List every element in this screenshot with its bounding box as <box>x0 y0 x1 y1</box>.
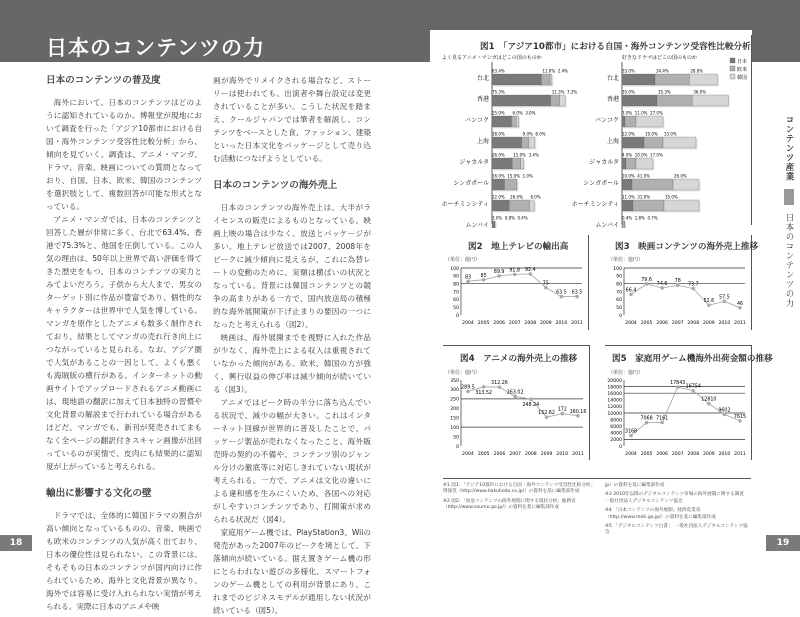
bar-segment <box>492 221 494 228</box>
footnote: ※4 「日本コンテンツの海外展開」経済産業省（http://www.meti.go.jp/）の資料を基に編集部作成 <box>605 508 751 521</box>
bar-segment <box>632 179 673 190</box>
fig2-unit: （単位：億円） <box>445 256 480 263</box>
y-tick-label: 90 <box>616 274 622 280</box>
x-tick-label: 2007 <box>672 451 684 457</box>
bar-segment <box>529 137 535 148</box>
bar-segment <box>689 74 717 85</box>
data-label: 7615 <box>734 414 746 420</box>
data-label: 35.0% <box>665 195 678 200</box>
x-tick-label: 2005 <box>641 320 653 326</box>
y-tick-label: 70 <box>453 289 459 295</box>
data-label: 92.4 <box>525 267 536 273</box>
data-label: 73.7 <box>688 282 699 288</box>
side-tab-separator <box>784 189 794 205</box>
bar-segment <box>633 200 664 211</box>
data-label: 12810 <box>701 397 716 403</box>
data-label: 34.4% <box>656 69 669 74</box>
paragraph: 画が海外でリメイクされる場合など、ストーリーは使われても、出演者や舞台設定は変更されていることが多い。こうした状況を踏まえ、クールジャパンでは筆者を解説し、コンテンツをベースとした食、ファッション、建築といった日本文化をパッケージとして売り込む活動につなげようとしている。 <box>213 74 371 165</box>
data-label: 6.0% <box>513 111 523 116</box>
y-tick-label: 50 <box>616 305 622 311</box>
y-tick-label: 300 <box>450 387 459 393</box>
bar-segment <box>492 200 509 211</box>
data-label: 79.6 <box>641 277 652 283</box>
category-label: 香港 <box>477 95 489 103</box>
data-label: 7.2% <box>567 90 577 95</box>
data-label: 289.5 <box>461 384 475 390</box>
footnote-rule <box>443 478 751 479</box>
fig1-title: 図1 「アジア10都市」における自国・海外コンテンツ受容性比較分析 <box>480 40 751 52</box>
x-tick-label: 2004 <box>625 320 637 326</box>
x-tick-label: 2010 <box>556 451 568 457</box>
x-tick-label: 2011 <box>734 451 746 457</box>
data-point <box>482 385 486 389</box>
x-tick-label: 2010 <box>719 320 731 326</box>
data-label: 35.3% <box>658 90 671 95</box>
data-label: 248.24 <box>522 402 539 408</box>
y-tick-label: 350 <box>450 378 459 384</box>
category-label: 香港 <box>607 95 619 103</box>
data-label: 19.0% <box>645 132 658 137</box>
data-label: 3.4% <box>529 153 539 158</box>
fig5-title: 図5 家庭用ゲーム機海外出荷金額の推移 <box>612 352 773 364</box>
section-heading: 日本のコンテンツの海外売上 <box>213 179 371 193</box>
bar-shadow <box>518 181 519 192</box>
category-label: 上海 <box>607 137 619 145</box>
paragraph: 日本のコンテンツの海外売上は、大半がライセンスの販売によるものとなっている。映画上映の場合は少なく、放送とパッケージが多い。地上テレビ放送では2007、2008年をピークに減少傾向に見えるが、これに為替レートの変動のために、実額は横ばいの状況となっている。背景には韓国コンテンツとの競争の高まりがある一方で、国内放送局の積極的な海外展開策が下げ止まりの要因の一つになったと考えられる（図2）。 <box>213 201 371 331</box>
x-tick-label: 2006 <box>656 451 668 457</box>
y-tick-label: 18000 <box>607 384 622 390</box>
y-tick-label: 150 <box>450 416 459 422</box>
footnotes-right <box>605 483 751 540</box>
category-label: ジャカルタ <box>589 158 619 166</box>
bar-segment <box>625 116 636 127</box>
x-tick-label: 2007 <box>672 320 684 326</box>
category-label: シンガポール <box>453 180 489 187</box>
category-label: ホーチミンシティ <box>442 201 489 208</box>
data-label: 16754 <box>686 384 701 390</box>
bar-segment <box>624 221 625 228</box>
bar-segment <box>529 200 534 211</box>
y-tick-label: 50 <box>453 305 459 311</box>
bar-segment <box>622 116 625 127</box>
data-label: 38.0% <box>492 132 505 137</box>
data-label: 57.5 <box>719 294 730 300</box>
data-label: 3.0% <box>622 111 632 116</box>
bar-segment <box>522 137 529 148</box>
data-label: 66.4 <box>626 287 637 293</box>
data-label: 0.7% <box>647 216 657 221</box>
bar-segment <box>622 221 624 228</box>
x-tick-label: 2008 <box>525 451 537 457</box>
data-label: 9.0% <box>523 132 533 137</box>
bar-segment <box>622 137 644 148</box>
data-label: 15.0% <box>507 174 520 179</box>
panel-subtitle: よく見るアニメ・マンガはどこの国のものか <box>442 54 542 61</box>
bar-segment <box>492 74 541 85</box>
x-tick-label: 2009 <box>703 320 715 326</box>
category-label: バンコク <box>595 117 619 124</box>
data-label: 0.4% <box>517 216 527 221</box>
side-tab <box>783 115 795 308</box>
legend-label: 日本 <box>737 58 747 65</box>
y-tick-label: 16000 <box>607 391 622 397</box>
data-label: 22.0% <box>492 195 505 200</box>
data-label: 25.0% <box>492 111 505 116</box>
data-label: 78 <box>675 278 681 284</box>
x-tick-label: 2011 <box>572 451 584 457</box>
data-label: 10.0% <box>635 153 648 158</box>
fig3-title: 図3 映画コンテンツの海外売上推移 <box>615 240 758 252</box>
x-tick-label: 2004 <box>462 320 474 326</box>
footnote: ※5 「デジタルコンテンツ白書」 一般社団法人デジタルコンテンツ協会 <box>605 524 751 537</box>
bar-segment <box>492 179 504 190</box>
fig4-title: 図4 アニメの海外売上の推移 <box>460 352 577 364</box>
fig4-chart <box>443 374 589 458</box>
data-label: 36.0% <box>693 90 706 95</box>
category-label: バンコク <box>465 117 489 124</box>
bar-segment <box>655 74 689 85</box>
y-tick-label: 20000 <box>607 378 622 384</box>
x-tick-label: 2006 <box>494 451 506 457</box>
y-tick-label: 12000 <box>607 404 622 410</box>
footnote: ※1 図1：「アジア10都市における自国・海外コンテンツ受容性比較分析」博報堂（http://www.hakuhodo.co.jp/）の資料を基に編集部作成 <box>443 483 593 496</box>
bar-segment <box>692 95 728 106</box>
footnote: jp）の資料を基に編集部作成 <box>605 483 751 489</box>
data-label: 313.52 <box>475 390 492 396</box>
data-label: 28.0% <box>690 69 703 74</box>
data-label: 10.0% <box>622 174 635 179</box>
bar-segment <box>663 137 696 148</box>
bar-segment <box>550 74 552 85</box>
data-label: 11.0% <box>622 195 635 200</box>
data-label: 35.0% <box>622 90 635 95</box>
data-label: 75 <box>543 281 549 287</box>
category-label: ホーチミンシティ <box>572 201 619 208</box>
footnote: ※3 2010年以降のデジタルコンテンツ市場の海外展開に関する調査 一般社団法人デジタルコンテンツ協会 <box>605 492 751 505</box>
y-tick-label: 6000 <box>610 424 622 430</box>
bar-segment <box>622 158 626 169</box>
page-number-left: 18 <box>0 535 32 551</box>
data-label: 11.0% <box>635 111 648 116</box>
data-label: 22.0% <box>622 132 635 137</box>
bar-segment <box>516 179 517 190</box>
y-tick-label: 100 <box>450 425 459 431</box>
side-tab-header <box>752 30 800 62</box>
y-tick-label: 10000 <box>607 411 622 417</box>
paragraph: 海外において、日本のコンテンツはどのように認知されているのか。博報堂が現地において調査を行った「アジア10都市における自国・海外コンテンツ受容性比較分析」から、傾向を見ていく。調査は、アニメ・マンガ、ドラマ、音楽、映画についての質問となっており、自国、日本、欧米、韓国のコンテンツを選択肢として、複数回答が可能な形式となっている。 <box>46 96 202 213</box>
data-label: 7068 <box>640 416 652 422</box>
bar-segment <box>636 158 653 169</box>
x-tick-label: 2004 <box>462 451 474 457</box>
data-label: 0.8% <box>505 216 515 221</box>
x-tick-label: 2007 <box>509 320 521 326</box>
y-tick-label: 0 <box>456 313 459 319</box>
bar-segment <box>516 116 518 127</box>
article-column-1 <box>46 74 202 613</box>
data-label: 11.0% <box>542 69 555 74</box>
data-label: 75.3% <box>492 90 505 95</box>
data-label: 9602 <box>718 407 730 413</box>
data-label: 8.0% <box>535 132 545 137</box>
data-label: 26.0% <box>492 153 505 158</box>
x-tick-label: 2005 <box>478 451 490 457</box>
legend-label: 欧米 <box>737 66 747 73</box>
data-label: 89.9 <box>494 269 505 275</box>
bar-segment <box>644 137 663 148</box>
bar-segment <box>626 158 636 169</box>
x-tick-label: 2005 <box>478 320 490 326</box>
data-label: 46 <box>737 301 743 307</box>
bar-segment <box>622 200 633 211</box>
data-label: 1.8% <box>635 216 645 221</box>
page-number-right: 19 <box>766 535 800 551</box>
y-tick-label: 70 <box>616 289 622 295</box>
data-label: 11.3% <box>552 90 565 95</box>
fig4-border <box>589 345 590 460</box>
data-label: 41.0% <box>637 174 650 179</box>
y-tick-label: 60 <box>616 297 622 303</box>
data-label: 152.62 <box>538 410 555 416</box>
legend-swatch <box>730 58 735 63</box>
data-label: 6.0% <box>530 195 540 200</box>
section-heading: 輸出に影響する文化の壁 <box>46 487 202 501</box>
x-tick-label: 2009 <box>541 451 553 457</box>
y-tick-label: 80 <box>453 281 459 287</box>
x-tick-label: 2008 <box>687 451 699 457</box>
fig2-border <box>588 235 589 330</box>
x-tick-label: 2007 <box>509 451 521 457</box>
bar-segment <box>622 95 657 106</box>
data-label: 172 <box>558 407 567 413</box>
x-tick-label: 2009 <box>703 451 715 457</box>
bar-segment <box>509 200 529 211</box>
bar-segment <box>512 158 521 169</box>
data-label: 31.0% <box>637 195 650 200</box>
category-label: ムンバイ <box>595 222 619 228</box>
fig3-chart <box>606 262 751 327</box>
fig1-chart <box>440 52 752 228</box>
x-tick-label: 2004 <box>625 451 637 457</box>
category-label: 上海 <box>477 137 489 145</box>
paragraph: ドラマでは、全体的に韓国ドラマの割合が高い傾向となっているものの、音楽、映画でも欧米のコンテンツの人気が高く出ており、日本の優位性は見られない。この背景には、そもそもの日本のコンテンツが国内向けに作られているため、海外と文化背景が異なり、海外では容易に受け入れられない実情が考えられる。実際に日本のアニメや映 <box>46 509 202 613</box>
data-label: 33.0% <box>622 69 635 74</box>
y-tick-label: 8000 <box>610 417 622 423</box>
category-label: ジャカルタ <box>459 158 489 166</box>
data-label: 160.16 <box>570 409 587 415</box>
side-tab-chapter: 日本のコンテンツの力 <box>784 213 794 308</box>
bar-segment <box>541 74 550 85</box>
data-label: 3.0% <box>492 216 502 221</box>
side-tab-section: コンテンツ産業 <box>784 115 794 182</box>
x-tick-label: 2008 <box>687 320 699 326</box>
fig2-title: 図2 地上テレビの輸出高 <box>468 240 568 252</box>
y-tick-label: 4000 <box>610 431 622 437</box>
y-tick-label: 0 <box>619 313 622 319</box>
y-tick-label: 0 <box>456 444 459 450</box>
x-tick-label: 2006 <box>493 320 505 326</box>
y-tick-label: 250 <box>450 397 459 403</box>
bar-segment <box>622 74 655 85</box>
section-heading: 日本のコンテンツの普及度 <box>46 74 202 88</box>
data-label: 16.0% <box>492 174 505 179</box>
x-tick-label: 2010 <box>719 451 731 457</box>
bar-segment <box>636 116 663 127</box>
x-tick-label: 2011 <box>571 320 583 326</box>
panel-subtitle: 好きなドラマはどこの国のものか <box>622 54 697 61</box>
data-label: 11.0% <box>513 153 526 158</box>
y-tick-label: 50 <box>453 434 459 440</box>
data-label: 1.0% <box>523 174 533 179</box>
bar-segment <box>492 116 512 127</box>
bar-shadow <box>626 223 627 229</box>
y-tick-label: 100 <box>613 266 622 272</box>
y-tick-label: 90 <box>453 274 459 280</box>
category-label: ムンバイ <box>465 222 489 228</box>
article-column-2 <box>213 74 371 617</box>
x-tick-label: 2006 <box>656 320 668 326</box>
bar-segment <box>504 179 516 190</box>
data-label: 263.02 <box>507 389 524 395</box>
fig5-unit: （単位：億円） <box>608 369 643 376</box>
x-tick-label: 2009 <box>540 320 552 326</box>
paragraph: アニメではピーク時の半分に落ち込んでいる状況で、減少の幅が大きい。これはインターネット回線が世界的に普及したことで、パッケージ製品が売れなくなったこと、海外販売時の契約の不備や、コンテンツ別のジャンル分けの徹底等に対応しきれていない現状が考えられる。一方で、アニメは文化の違いによる違和感を生みにくいため、各国への対応がしやすいコンテンツであり、打開策が求められる状況だ（図4）。 <box>213 396 371 526</box>
paragraph: 映画は、海外展開までを視野に入れた作品が少なく、海外売上による収入は重視されていなかった傾向がある。欧米、韓国の方が強く、興行収益の伸び率は減少傾向が続いている（図3）。 <box>213 331 371 396</box>
x-tick-label: 2010 <box>556 320 568 326</box>
data-label: 85 <box>481 273 487 279</box>
bar-shadow <box>496 223 497 229</box>
fig3-unit: （単位：億円） <box>608 256 643 263</box>
category-label: 台北 <box>477 74 489 82</box>
fig2-chart <box>443 262 588 327</box>
y-tick-label: 0 <box>619 444 622 450</box>
data-label: 74.6 <box>657 281 668 287</box>
legend-swatch <box>730 74 735 79</box>
footnote: ※2 図2：「放送コンテンツの海外展開に関する現状分析」総務省（http://www.soumu.go.jp/）の資料を基に編集部作成 <box>443 499 593 512</box>
data-label: 27.0% <box>650 111 663 116</box>
data-label: 26.0% <box>674 174 687 179</box>
x-tick-label: 2008 <box>524 320 536 326</box>
paragraph: 家庭用ゲーム機では、PlayStation3、Wiiの発売があった2007年のピークを境として、下落傾向が続いている。据え置きゲーム機の形にとらわれない遊びの多様化、スマートフォンのゲーム機としての利用が背景にあり、これまでのビジネスモデルが通用しない状況が続いている（図5）。 <box>213 526 371 617</box>
y-tick-label: 2000 <box>610 437 622 443</box>
bar-segment <box>560 95 566 106</box>
fig4-unit: （単位：億円） <box>445 369 480 376</box>
legend-swatch <box>730 66 735 71</box>
data-label: 83 <box>465 274 471 280</box>
bar-segment <box>492 137 522 148</box>
data-label: 0.4% <box>622 216 632 221</box>
bar-segment <box>521 158 524 169</box>
category-label: シンガポール <box>583 180 619 187</box>
fig5-chart <box>606 374 751 458</box>
fig4-top-border <box>443 345 590 346</box>
bar-segment <box>657 95 692 106</box>
category-label: 台北 <box>607 74 619 82</box>
data-label: 26.0% <box>510 195 523 200</box>
footnotes-left <box>443 483 593 515</box>
data-label: 17.0% <box>650 153 663 158</box>
bar-segment <box>492 158 512 169</box>
data-label: 3.0% <box>525 111 535 116</box>
legend-label: 韓国 <box>737 74 747 81</box>
x-tick-label: 2005 <box>641 451 653 457</box>
data-label: 33.0% <box>664 132 677 137</box>
y-tick-label: 100 <box>450 266 459 272</box>
data-label: 2.4% <box>558 69 568 74</box>
page-title: 日本のコンテンツの力 <box>46 32 265 62</box>
data-point <box>529 397 533 401</box>
header-band-right <box>430 0 800 30</box>
data-label: 3168 <box>625 429 637 435</box>
x-tick-label: 2011 <box>734 320 746 326</box>
data-label: 4.0% <box>622 153 632 158</box>
y-tick-label: 200 <box>450 406 459 412</box>
data-label: 312.26 <box>491 380 508 386</box>
data-label: 7161 <box>656 415 668 421</box>
bar-segment <box>492 95 551 106</box>
bar-segment <box>512 116 517 127</box>
fig5-top-border <box>605 345 752 346</box>
data-label: 91.8 <box>509 267 520 273</box>
data-label: 52.6 <box>704 298 715 304</box>
data-label: 63.5 <box>556 290 567 296</box>
y-tick-label: 60 <box>453 297 459 303</box>
data-label: 17843 <box>670 380 685 386</box>
bar-segment <box>551 95 560 106</box>
y-tick-label: 80 <box>616 281 622 287</box>
y-tick-label: 14000 <box>607 398 622 404</box>
paragraph: アニメ・マンガでは、日本のコンテンツと回答した層が非常に多く、台北で63.4%、香港で75.3%と、他国を圧倒している。この人気の理由は、50年以上世界で高い評価を得てきた歴史をもつ、日本のコンテンツの実力とみてよいだろう。子供から大人まで、男女のターゲット別に作品が豊富であり、個性的なキャラクターは世界中で人気を博している。マンガを原作としたアニメも数多く制作されており、結果としてマンガの売れ行き向上につながっていると見られる。なお、アジア圏で人気があることの一因として、よくも悪くも海賊版の横行がある。インターネットの動画サイトでアップロードされるアニメ動画には、現地語の翻訳に加えて日本独特の習慣や文化背景の解説まで行われている場合があるほどだ。マンガでも、新刊が発売されてまもなく全ページの翻訳付きスキャン画像が出回っているのが実情で、皮肉にも結果的に認知度が上がっていると考えられる。 <box>46 213 202 473</box>
bar-segment <box>664 200 699 211</box>
bar-segment <box>673 179 699 190</box>
bar-segment <box>622 179 632 190</box>
data-label: 63.5 <box>572 290 583 296</box>
data-label: 63.4% <box>492 69 505 74</box>
